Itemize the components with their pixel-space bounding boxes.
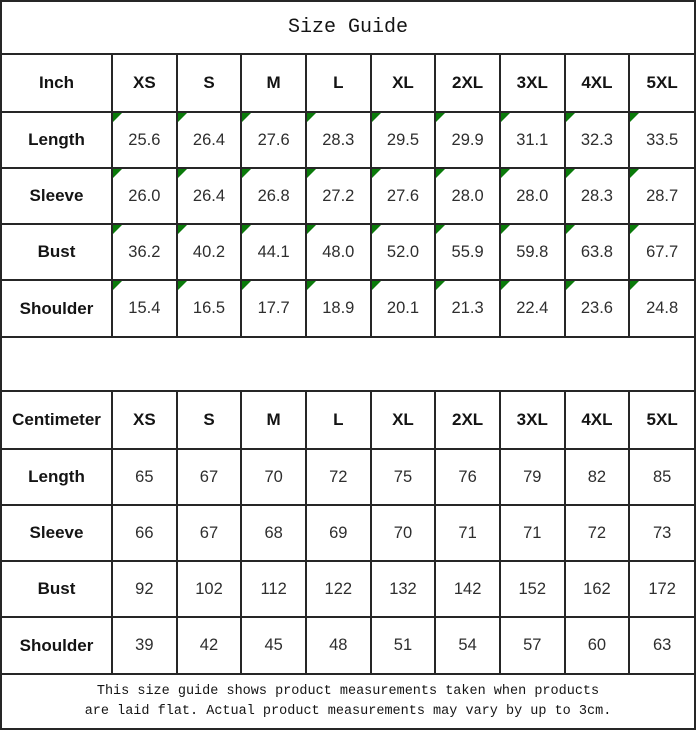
cm-size-table: [2, 392, 694, 673]
value-cell: [241, 561, 306, 617]
size-header-cell: XL: [371, 55, 436, 112]
size-header-cell: 3XL: [500, 55, 565, 112]
size-header-cell: XL: [371, 392, 436, 449]
cell-value: 23.6: [580, 299, 613, 317]
cell-value: 76: [458, 467, 477, 486]
corner-flag-icon: [630, 113, 639, 122]
row-label-cell: Shoulder: [2, 617, 112, 673]
cell-value: 25.6: [128, 130, 161, 149]
value-cell: [112, 224, 177, 280]
measurement-row: [2, 505, 694, 561]
cell-value: 82: [587, 467, 607, 486]
value-cell: [371, 505, 436, 561]
cell-value: 31.1: [516, 130, 549, 149]
corner-flag-icon: [436, 169, 445, 178]
cell-value: 29.5: [386, 130, 420, 149]
cell-value: 45: [264, 636, 283, 654]
value-cell: [112, 449, 177, 505]
corner-flag-icon: [372, 113, 381, 122]
cell-value: 71: [523, 523, 542, 542]
corner-flag-icon: [307, 225, 316, 234]
cell-value: 72: [329, 467, 348, 486]
corner-flag-icon: [501, 113, 510, 122]
cell-value: 132: [389, 579, 417, 598]
value-cell: [565, 280, 630, 336]
corner-flag-icon: [113, 113, 122, 122]
value-cell: [565, 112, 630, 168]
cell-value: 28.3: [580, 186, 613, 205]
value-cell: [177, 224, 242, 280]
value-cell: [629, 112, 694, 168]
size-header-cell: 2XL: [435, 392, 500, 449]
cell-value: 112: [260, 579, 287, 598]
value-cell: [629, 449, 694, 505]
size-header-cell: M: [241, 55, 306, 112]
cell-value: 73: [652, 523, 672, 542]
measurement-row: [2, 617, 694, 673]
size-header-cell: 4XL: [565, 55, 630, 112]
cell-value: 28.7: [646, 186, 679, 205]
row-label-cell: Sleeve: [2, 168, 112, 224]
cell-value: 59.8: [516, 242, 549, 261]
cell-value: 92: [135, 579, 154, 598]
value-cell: [241, 617, 306, 673]
value-cell: [371, 617, 436, 673]
value-cell: [112, 168, 177, 224]
corner-flag-icon: [113, 169, 122, 178]
measurement-row: [2, 561, 694, 617]
cell-value: 27.2: [322, 186, 355, 205]
inch-size-table: [2, 55, 694, 336]
cell-value: 20.1: [386, 299, 420, 317]
value-cell: [435, 505, 500, 561]
cell-value: 57: [523, 636, 542, 654]
title-row: [2, 2, 694, 55]
cell-value: 36.2: [128, 242, 161, 261]
value-cell: [629, 224, 694, 280]
measurement-row: [2, 449, 694, 505]
value-cell: [306, 168, 371, 224]
corner-flag-icon: [566, 225, 575, 234]
value-cell: [371, 112, 436, 168]
cell-value: 67.7: [646, 242, 679, 261]
value-cell: [500, 449, 565, 505]
value-cell: [371, 449, 436, 505]
unit-header-cell: Inch: [2, 55, 112, 112]
corner-flag-icon: [501, 169, 510, 178]
cell-value: 70: [393, 523, 413, 542]
cell-value: 85: [652, 467, 672, 486]
cell-value: 26.4: [192, 130, 226, 149]
cell-value: 48: [329, 636, 348, 654]
value-cell: [177, 617, 242, 673]
cell-value: 28.0: [516, 186, 549, 205]
corner-flag-icon: [242, 225, 251, 234]
value-cell: [565, 505, 630, 561]
size-header-cell: 5XL: [629, 55, 694, 112]
value-cell: [435, 561, 500, 617]
cell-value: 65: [135, 467, 154, 486]
value-cell: [112, 617, 177, 673]
cell-value: 28.3: [322, 130, 355, 149]
value-cell: [565, 617, 630, 673]
cell-value: 18.9: [322, 299, 355, 317]
value-cell: [565, 168, 630, 224]
value-cell: [435, 224, 500, 280]
value-cell: [435, 112, 500, 168]
cell-value: 67: [199, 523, 219, 542]
value-cell: [241, 280, 306, 336]
value-cell: [500, 168, 565, 224]
cell-value: 162: [583, 579, 611, 598]
footer-line-2: are laid flat. Actual product measurements may vary by up to 3cm.: [84, 703, 612, 719]
corner-flag-icon: [178, 169, 187, 178]
value-cell: [241, 505, 306, 561]
size-header-cell: S: [177, 392, 242, 449]
cell-value: 66: [135, 523, 154, 542]
measurement-row: [2, 168, 694, 224]
cell-value: 54: [458, 636, 477, 654]
value-cell: [371, 168, 436, 224]
row-label-cell: Length: [2, 449, 112, 505]
cell-value: 48.0: [322, 242, 355, 261]
table-gap: [2, 336, 694, 392]
cell-value: 142: [453, 579, 482, 598]
corner-flag-icon: [501, 281, 510, 290]
value-cell: [435, 617, 500, 673]
unit-header-cell: Centimeter: [2, 392, 112, 449]
cell-value: 69: [329, 523, 348, 542]
cell-value: 55.9: [451, 242, 484, 261]
cell-value: 52.0: [386, 242, 420, 261]
corner-flag-icon: [566, 281, 575, 290]
corner-flag-icon: [436, 281, 445, 290]
corner-flag-icon: [113, 281, 122, 290]
footer-line-1: This size guide shows product measurements taken when products: [96, 683, 600, 699]
cell-value: 26.4: [192, 186, 226, 205]
value-cell: [112, 280, 177, 336]
cell-value: 79: [523, 467, 542, 486]
cell-value: 26.8: [257, 186, 290, 205]
size-header-cell: S: [177, 55, 242, 112]
cell-value: 122: [324, 579, 353, 598]
corner-flag-icon: [436, 113, 445, 122]
corner-flag-icon: [436, 225, 445, 234]
corner-flag-icon: [242, 281, 251, 290]
size-header-cell: 3XL: [500, 392, 565, 449]
corner-flag-icon: [178, 281, 187, 290]
value-cell: [177, 112, 242, 168]
value-cell: [306, 112, 371, 168]
row-label-cell: Shoulder: [2, 280, 112, 336]
row-label-cell: Bust: [2, 224, 112, 280]
cell-value: 152: [518, 579, 547, 598]
value-cell: [500, 280, 565, 336]
cell-value: 63: [652, 636, 672, 654]
value-cell: [241, 168, 306, 224]
value-cell: [306, 449, 371, 505]
corner-flag-icon: [307, 281, 316, 290]
corner-flag-icon: [566, 113, 575, 122]
row-label-cell: Bust: [2, 561, 112, 617]
value-cell: [177, 505, 242, 561]
cell-value: 24.8: [646, 299, 679, 317]
cell-value: 44.1: [257, 242, 290, 261]
value-cell: [241, 224, 306, 280]
corner-flag-icon: [178, 113, 187, 122]
corner-flag-icon: [372, 169, 381, 178]
size-header-cell: 2XL: [435, 55, 500, 112]
size-header-cell: M: [241, 392, 306, 449]
cell-value: 70: [264, 467, 283, 486]
corner-flag-icon: [178, 225, 187, 234]
cell-value: 68: [264, 523, 283, 542]
cell-value: 72: [587, 523, 607, 542]
size-header-row: [2, 55, 694, 112]
value-cell: [629, 505, 694, 561]
cell-value: 26.0: [128, 186, 161, 205]
value-cell: [629, 280, 694, 336]
cell-value: 29.9: [451, 130, 484, 149]
row-label-cell: Length: [2, 112, 112, 168]
value-cell: [306, 224, 371, 280]
value-cell: [306, 561, 371, 617]
value-cell: [435, 280, 500, 336]
value-cell: [565, 449, 630, 505]
cell-value: 28.0: [451, 186, 484, 205]
cell-value: 40.2: [192, 242, 226, 261]
value-cell: [306, 505, 371, 561]
cell-value: 32.3: [580, 130, 613, 149]
value-cell: [500, 224, 565, 280]
cell-value: 27.6: [257, 130, 290, 149]
footer-note: [2, 673, 694, 728]
value-cell: [565, 561, 630, 617]
size-header-cell: XS: [112, 55, 177, 112]
value-cell: [177, 561, 242, 617]
cell-value: 33.5: [646, 130, 679, 149]
cell-value: 67: [199, 467, 219, 486]
corner-flag-icon: [566, 169, 575, 178]
size-header-cell: 4XL: [565, 392, 630, 449]
value-cell: [112, 505, 177, 561]
value-cell: [306, 617, 371, 673]
measurement-row: [2, 280, 694, 336]
page-title: Size Guide: [287, 16, 409, 39]
corner-flag-icon: [242, 169, 251, 178]
size-header-row: [2, 392, 694, 449]
corner-flag-icon: [307, 113, 316, 122]
corner-flag-icon: [242, 113, 251, 122]
value-cell: [371, 561, 436, 617]
value-cell: [241, 112, 306, 168]
cell-value: 17.7: [257, 299, 290, 317]
value-cell: [435, 168, 500, 224]
measurement-row: [2, 224, 694, 280]
value-cell: [306, 280, 371, 336]
value-cell: [500, 561, 565, 617]
cell-value: 71: [458, 523, 477, 542]
cell-value: 16.5: [192, 299, 226, 317]
value-cell: [371, 224, 436, 280]
cell-value: 21.3: [451, 299, 484, 317]
value-cell: [112, 561, 177, 617]
value-cell: [629, 561, 694, 617]
value-cell: [241, 449, 306, 505]
cell-value: 42: [199, 636, 219, 654]
size-header-cell: L: [306, 55, 371, 112]
corner-flag-icon: [113, 225, 122, 234]
cell-value: 63.8: [580, 242, 613, 261]
value-cell: [177, 168, 242, 224]
value-cell: [177, 449, 242, 505]
value-cell: [629, 168, 694, 224]
corner-flag-icon: [630, 281, 639, 290]
value-cell: [565, 224, 630, 280]
value-cell: [371, 280, 436, 336]
row-label-cell: Sleeve: [2, 505, 112, 561]
value-cell: [500, 617, 565, 673]
value-cell: [629, 617, 694, 673]
value-cell: [112, 112, 177, 168]
size-header-cell: XS: [112, 392, 177, 449]
cell-value: 39: [135, 636, 154, 654]
corner-flag-icon: [307, 169, 316, 178]
corner-flag-icon: [372, 281, 381, 290]
corner-flag-icon: [630, 169, 639, 178]
size-header-cell: L: [306, 392, 371, 449]
corner-flag-icon: [372, 225, 381, 234]
value-cell: [500, 112, 565, 168]
value-cell: [500, 505, 565, 561]
cell-value: 102: [195, 579, 223, 598]
value-cell: [435, 449, 500, 505]
cell-value: 172: [648, 579, 676, 598]
cell-value: 51: [393, 636, 413, 654]
measurement-row: [2, 112, 694, 168]
value-cell: [177, 280, 242, 336]
corner-flag-icon: [630, 225, 639, 234]
cell-value: 15.4: [128, 299, 161, 317]
cell-value: 60: [587, 636, 607, 654]
cell-value: 75: [393, 467, 413, 486]
size-header-cell: 5XL: [629, 392, 694, 449]
cell-value: 27.6: [386, 186, 420, 205]
cell-value: 22.4: [516, 299, 549, 317]
corner-flag-icon: [501, 225, 510, 234]
